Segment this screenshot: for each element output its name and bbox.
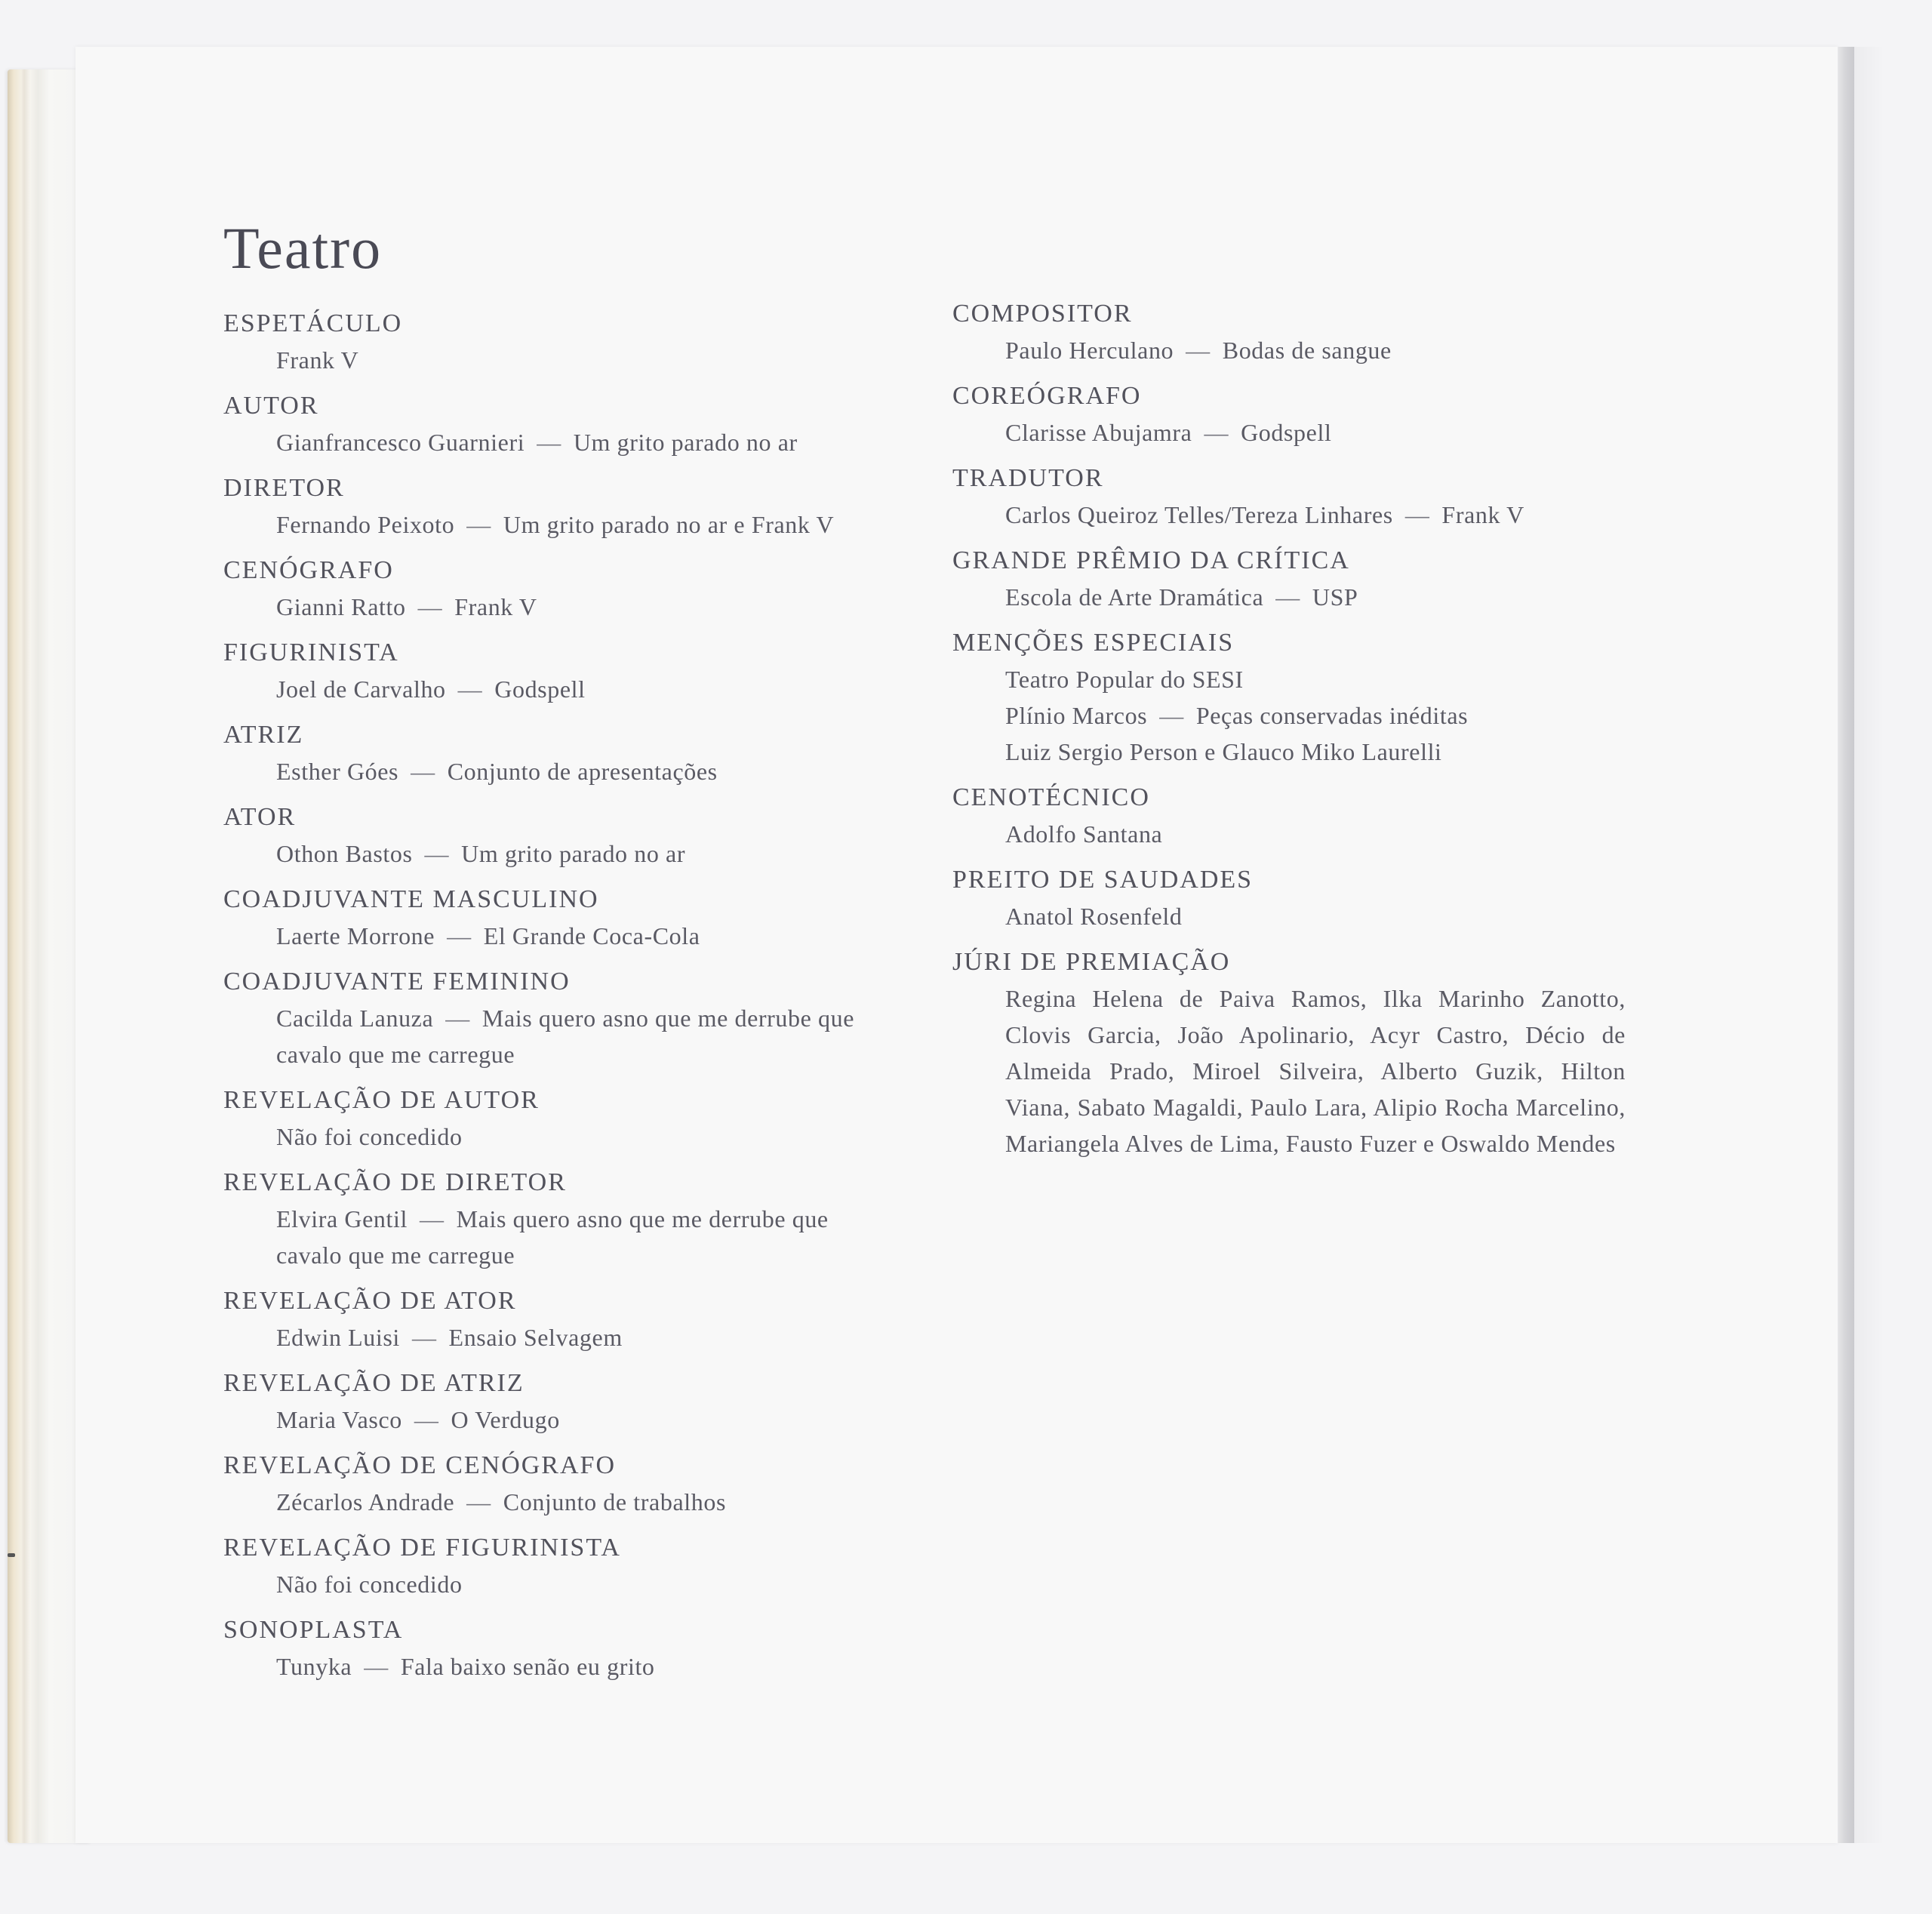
work-title: USP [1312,583,1358,611]
recipient-name: Plínio Marcos [1005,702,1148,729]
award-entry-ator [223,799,895,872]
recipient-name: Paulo Herculano [1005,337,1174,364]
recipient-name: Laerte Morrone [276,922,435,949]
award-entry-autor [223,388,895,460]
recipient-name: Adolfo Santana [1005,820,1163,848]
work-title: El Grande Coca-Cola [483,922,700,949]
award-category: GRANDE PRÊMIO DA CRÍTICA [952,546,1350,574]
award-category: COREÓGRAFO [952,382,1142,410]
recipient-name: Luiz Sergio Person e Glauco Miko Laurelli [1005,738,1442,765]
award-recipient-line [223,1402,895,1438]
award-entry-figurinista [223,635,895,707]
recipient-name: Teatro Popular do SESI [1005,666,1244,693]
stray-mark [8,1553,15,1557]
dash-separator: — [411,1324,437,1351]
work-title: Frank V [454,593,537,620]
award-recipient-line [952,816,1632,852]
award-category: CENÓGRAFO [223,556,394,584]
recipient-name: Cacilda Lanuza [276,1005,434,1032]
recipient-name: Frank V [276,346,359,374]
facing-page-edge [1854,47,1932,1843]
work-title: Um grito parado no ar [461,840,686,867]
award-entry-preito-de-saudades [952,862,1632,934]
dash-separator: — [457,675,483,703]
award-recipient-line [223,918,895,954]
recipient-name: Não foi concedido [276,1571,463,1598]
award-entry-coadjuvante-masculino [223,882,895,954]
dash-separator: — [1204,419,1229,446]
work-title: Mais quero asno que me derrube que cavalo que me carregue [276,1205,829,1269]
award-recipient-line [223,1201,895,1273]
award-category: TRADUTOR [952,464,1104,492]
work-title: Conjunto de trabalhos [503,1488,727,1516]
award-recipient-line [952,661,1632,697]
left-column [223,306,895,1694]
award-category: REVELAÇÃO DE ATOR [223,1287,517,1315]
award-entry-coadjuvante-feminino [223,964,895,1072]
recipient-name: Anatol Rosenfeld [1005,903,1183,930]
dash-separator: — [411,758,435,785]
award-entry-cenografo [223,552,895,625]
award-entry-cenotecnico [952,780,1632,852]
dash-separator: — [424,840,450,867]
award-entry-revelacao-de-autor [223,1082,895,1155]
award-category: JÚRI DE PREMIAÇÃO [952,948,1231,976]
award-category: MENÇÕES ESPECIAIS [952,629,1235,657]
work-title: Um grito parado no ar e Frank V [503,511,835,538]
work-title: Um grito parado no ar [573,429,798,456]
award-category: COADJUVANTE MASCULINO [223,885,599,913]
dash-separator: — [1275,583,1300,611]
award-entry-espetaculo [223,306,895,378]
work-title: O Verdugo [451,1406,560,1433]
recipient-name: Escola de Arte Dramática [1005,583,1264,611]
dash-separator: — [447,922,472,949]
award-category: ESPETÁCULO [223,309,403,337]
dash-separator: — [537,429,561,456]
award-recipient-line [952,697,1632,734]
award-recipient-line [952,579,1632,615]
award-category: REVELAÇÃO DE FIGURINISTA [223,1534,621,1562]
award-recipient-line [223,671,895,707]
recipient-name: Carlos Queiroz Telles/Tereza Linhares [1005,501,1393,528]
award-entry-mencoes-especiais [952,625,1632,770]
award-entry-atriz [223,717,895,789]
award-recipient-line [223,1119,895,1155]
page-title: Teatro [223,215,383,281]
award-recipient-line [223,1566,895,1602]
award-recipient-line [223,835,895,872]
award-recipient-line [952,497,1632,533]
dash-separator: — [1159,702,1184,729]
book-gutter [1838,47,1854,1843]
dash-separator: — [417,593,443,620]
award-category: ATRIZ [223,721,304,749]
work-title: Godspell [1241,419,1332,446]
award-entry-revelacao-de-cenografo [223,1448,895,1520]
award-entry-revelacao-de-figurinista [223,1530,895,1602]
award-entry-revelacao-de-atriz [223,1365,895,1438]
award-recipient-line [952,332,1632,368]
award-recipient-line [223,424,895,460]
award-recipient-line [223,1484,895,1520]
work-title: Mais quero asno que me derrube que cavalo que me carregue [276,1005,855,1068]
recipient-name: Elvira Gentil [276,1205,408,1232]
recipient-name: Joel de Carvalho [276,675,446,703]
award-category: ATOR [223,803,297,831]
award-entry-revelacao-de-ator [223,1283,895,1355]
recipient-name: Gianfrancesco Guarnieri [276,429,525,456]
work-title: Frank V [1441,501,1524,528]
recipient-name: Fernando Peixoto [276,511,455,538]
dash-separator: — [364,1653,389,1680]
award-category: REVELAÇÃO DE DIRETOR [223,1168,567,1196]
award-category: AUTOR [223,392,319,420]
award-recipient-line [223,589,895,625]
work-title: Bodas de sangue [1222,337,1392,364]
recipient-name: Esther Góes [276,758,399,785]
award-category: REVELAÇÃO DE ATRIZ [223,1369,525,1397]
award-recipient-line [223,753,895,789]
dash-separator: — [414,1406,439,1433]
award-recipient-line [223,1319,895,1355]
award-category: FIGURINISTA [223,639,399,666]
award-entry-compositor [952,296,1632,368]
work-title: Godspell [494,675,586,703]
work-title: Ensaio Selvagem [448,1324,623,1351]
recipient-name: Edwin Luisi [276,1324,400,1351]
award-category: DIRETOR [223,474,345,502]
work-title: Conjunto de apresentações [447,758,718,785]
recipient-name: Não foi concedido [276,1123,463,1150]
recipient-name: Othon Bastos [276,840,413,867]
award-recipient-line [952,898,1632,934]
recipient-name: Gianni Ratto [276,593,406,620]
dash-separator: — [466,1488,491,1516]
award-category: SONOPLASTA [223,1616,404,1644]
dash-separator: — [1186,337,1211,364]
award-category: CENOTÉCNICO [952,783,1150,811]
right-column [952,296,1632,1171]
award-category: REVELAÇÃO DE CENÓGRAFO [223,1451,616,1479]
recipient-name: Zécarlos Andrade [276,1488,455,1516]
dash-separator: — [445,1005,470,1032]
award-category: COMPOSITOR [952,300,1133,328]
recipient-name: Clarisse Abujamra [1005,419,1192,446]
award-entry-juri-de-premiacao [952,944,1632,1162]
dash-separator: — [466,511,491,538]
award-category: PREITO DE SAUDADES [952,866,1254,894]
award-recipient-line [223,1648,895,1685]
dash-separator: — [419,1205,445,1232]
award-recipient-line [952,414,1632,451]
award-recipient-line [223,506,895,543]
award-recipient-line [952,734,1632,770]
award-entry-sonoplasta [223,1612,895,1685]
dash-separator: — [1404,501,1430,528]
award-entry-revelacao-de-diretor [223,1165,895,1273]
award-category: REVELAÇÃO DE AUTOR [223,1086,540,1114]
work-title: Peças conservadas inéditas [1195,702,1469,729]
award-entry-diretor [223,470,895,543]
award-recipient-line [952,980,1632,1162]
award-recipient-line [223,342,895,378]
award-category: COADJUVANTE FEMININO [223,968,571,995]
recipient-name: Tunyka [276,1653,352,1680]
award-recipient-line [223,1000,895,1072]
recipient-name: Maria Vasco [276,1406,402,1433]
award-entry-tradutor [952,460,1632,533]
award-entry-coreografo [952,378,1632,451]
recipient-name: Regina Helena de Paiva Ramos, Ilka Marinho Zanotto, Clovis Garcia, João Apolinario, Acyr Castro, Décio de Almeida Prado, Miroel Silveira, Alberto Guzik, Hilton Viana, Sabato Magaldi, Paulo Lara, Alipio Rocha Marcelino, Mariangela Alves de Lima, Fausto Fuzer e Oswaldo Mendes [1005,985,1626,1157]
award-entry-grande-premio-da-critica [952,543,1632,615]
work-title: Fala baixo senão eu grito [400,1653,655,1680]
